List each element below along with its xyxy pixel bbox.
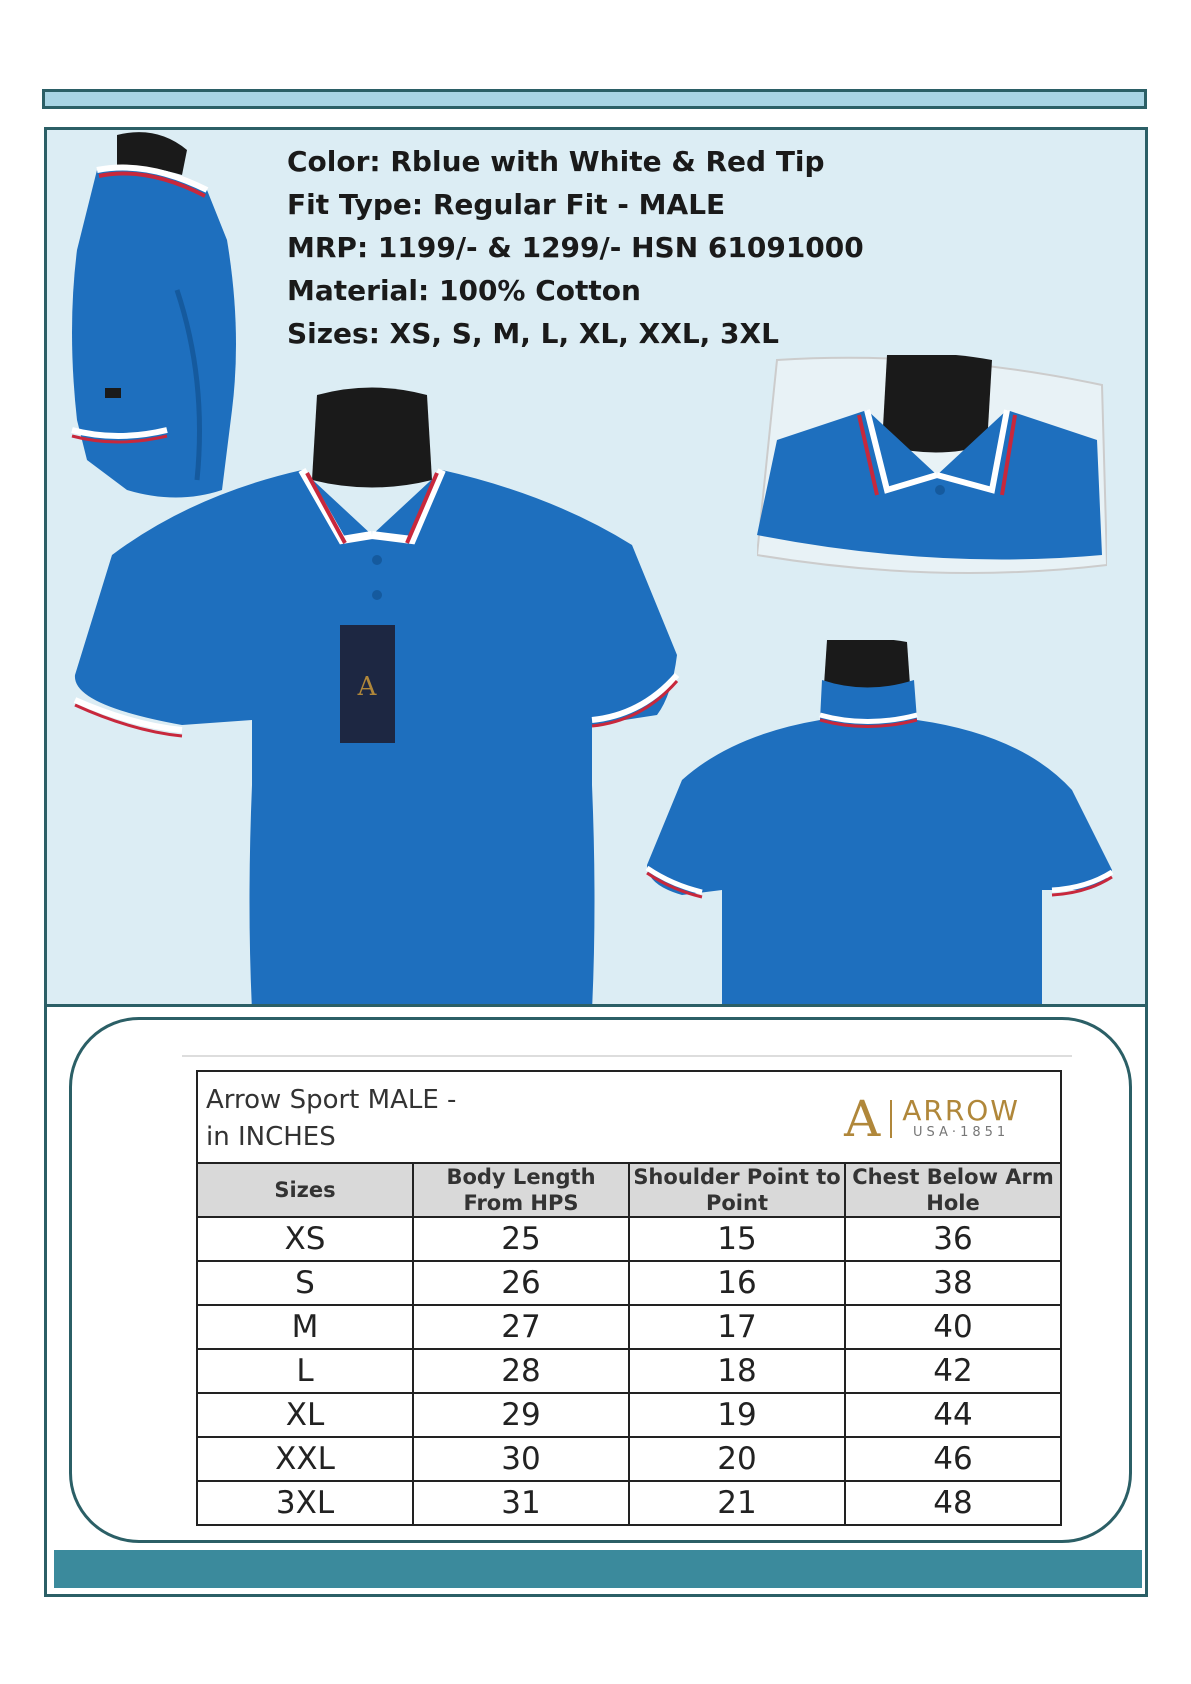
column-header: Sizes [197, 1163, 413, 1217]
size-cell: XXL [197, 1437, 413, 1481]
chest-cell: 44 [845, 1393, 1061, 1437]
column-header-row [197, 1163, 1061, 1217]
top-accent-band [42, 89, 1147, 109]
shoulder-cell: 19 [629, 1393, 845, 1437]
column-header: Shoulder Point to Point [629, 1163, 845, 1217]
body-length-cell: 28 [413, 1349, 629, 1393]
spec-color: Color: Rblue with White & Red Tip [287, 145, 825, 178]
spec-material: Material: 100% Cotton [287, 274, 641, 307]
spec-fit-type: Fit Type: Regular Fit - MALE [287, 188, 726, 221]
size-cell: 3XL [197, 1481, 413, 1525]
size-cell: M [197, 1305, 413, 1349]
shoulder-cell: 18 [629, 1349, 845, 1393]
table-row [197, 1349, 1061, 1393]
chest-cell: 46 [845, 1437, 1061, 1481]
spec-sizes: Sizes: XS, S, M, L, XL, XXL, 3XL [287, 317, 779, 350]
shoulder-cell: 17 [629, 1305, 845, 1349]
body-length-cell: 27 [413, 1305, 629, 1349]
logo-brand: ARROW [902, 1094, 1020, 1127]
table-header [197, 1071, 1061, 1163]
shirt-back-view-photo [642, 640, 1122, 1007]
shirt-front-view-photo [72, 385, 682, 1007]
shirt-collar-closeup-photo [757, 355, 1107, 580]
chest-cell: 48 [845, 1481, 1061, 1525]
body-length-cell: 29 [413, 1393, 629, 1437]
table-row [197, 1261, 1061, 1305]
chest-cell: 42 [845, 1349, 1061, 1393]
size-cell: XL [197, 1393, 413, 1437]
product-specs [287, 140, 1047, 355]
table-row [197, 1437, 1061, 1481]
body-length-cell: 26 [413, 1261, 629, 1305]
shoulder-cell: 21 [629, 1481, 845, 1525]
column-header: Chest Below Arm Hole [845, 1163, 1061, 1217]
body-length-cell: 31 [413, 1481, 629, 1525]
column-header: Body Length From HPS [413, 1163, 629, 1217]
body-length-cell: 25 [413, 1217, 629, 1261]
shoulder-cell: 16 [629, 1261, 845, 1305]
spec-mrp: MRP: 1199/- & 1299/- HSN 61091000 [287, 231, 864, 264]
body-length-cell: 30 [413, 1437, 629, 1481]
chest-cell: 38 [845, 1261, 1061, 1305]
shoulder-cell: 20 [629, 1437, 845, 1481]
chest-cell: 36 [845, 1217, 1061, 1261]
product-photo-panel [44, 127, 1148, 1007]
table-title: Arrow Sport MALE - in INCHES [206, 1085, 457, 1152]
table-row [197, 1393, 1061, 1437]
logo-tagline: USA·1851 [913, 1125, 1010, 1140]
arrow-logo [844, 1090, 1020, 1148]
arrow-logo-icon: A [844, 1090, 881, 1148]
logo-separator [890, 1100, 892, 1138]
divider [182, 1055, 1072, 1057]
table-row [197, 1481, 1061, 1525]
size-cell: L [197, 1349, 413, 1393]
logo-text [902, 1094, 1020, 1141]
size-chart-panel [44, 1007, 1148, 1597]
size-cell: S [197, 1261, 413, 1305]
size-cell: XS [197, 1217, 413, 1261]
shoulder-cell: 15 [629, 1217, 845, 1261]
table-row [197, 1217, 1061, 1261]
svg-text:A: A [357, 672, 377, 702]
size-chart-frame [69, 1017, 1132, 1543]
table-row [197, 1305, 1061, 1349]
bottom-accent-band [54, 1550, 1142, 1588]
chest-cell: 40 [845, 1305, 1061, 1349]
size-chart-table [196, 1070, 1062, 1526]
